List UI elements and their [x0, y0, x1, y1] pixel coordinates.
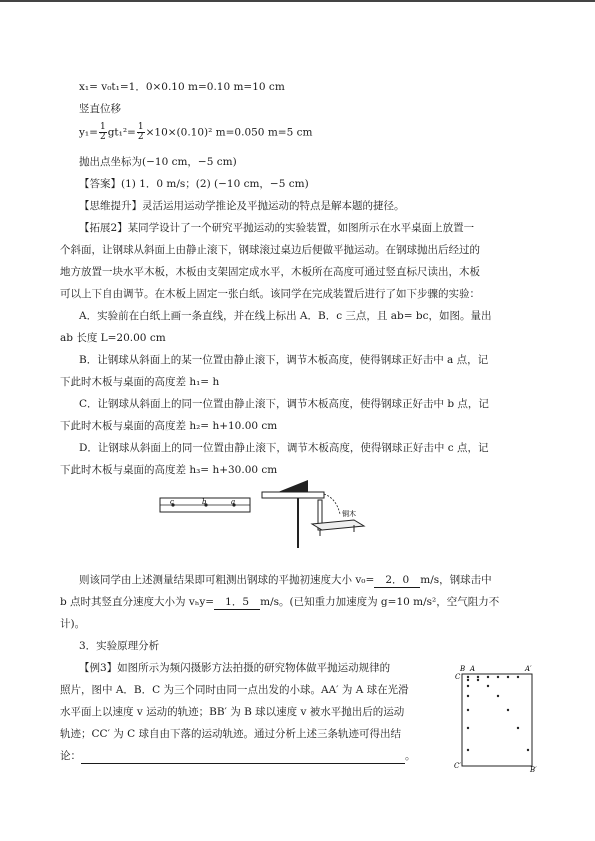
example3-line1: 【例3】如图所示为频闪摄影方法拍摄的研究物体做平抛运动规律的	[79, 662, 391, 674]
photo-frame	[462, 674, 532, 766]
extension2-line2: 个斜面，让钢球从斜面上由静止滚下，钢球滚过桌边后便做平抛运动。在钢球抛出后经过的	[60, 244, 480, 256]
ball-C-track	[467, 679, 469, 751]
extension2-line4: 可以上下自由调节。在木板上固定一张白纸。该同学在完成装置后进行了如下步骤的实验：	[60, 288, 480, 300]
throw-point-coordinates: 抛出点坐标为(−10 cm，−5 cm)	[79, 156, 237, 168]
ruler-label-b: b	[202, 498, 207, 506]
ball-A-track	[467, 676, 519, 678]
example3-line2: 照片，图中 A．B．C 为三个同时由同一点出发的小球。AA′ 为 A 球在光滑	[60, 684, 409, 696]
answer-line: 【答案】(1) 1．0 m/s；(2) (−10 cm，−5 cm)	[79, 178, 309, 190]
incline	[278, 480, 308, 492]
ruler-label-a: a	[231, 498, 236, 506]
fraction-half-2: $\frac{1}{2}$	[137, 122, 144, 142]
question-line3: 计)。	[60, 618, 86, 630]
board-label: 铜木	[342, 510, 356, 518]
question-line1: 则该同学由上述测量结果即可粗测出钢球的平抛初速度大小 v₀= 2．0 m/s，钢球击中	[79, 574, 492, 586]
step-c-line2: 下此时木板与桌面的高度差 h₂= h+10.00 cm	[60, 420, 278, 432]
example3-line4: 轨迹；CC′ 为 C 球自由下落的运动轨迹。通过分析上述三条轨迹可得出结	[60, 728, 401, 740]
label-C: C	[455, 673, 461, 681]
fraction-half-1: $\frac{1}{2}$	[99, 122, 106, 142]
thinking-line: 【思维提升】灵活运用运动学推论及平抛运动的特点是解本题的捷径。	[79, 200, 405, 212]
table-top	[262, 492, 324, 498]
example3-line5: 论： 。	[60, 750, 416, 762]
question-line2: b 点时其竖直分速度大小为 vₕy= 1．5 m/s。(已知重力加速度为 g=10 m/s²，空气阻力不	[60, 596, 500, 608]
step-a-line2: ab 长度 L=20.00 cm	[60, 332, 166, 344]
extension2-line1: 【拓展2】某同学设计了一个研究平抛运动的实验装置，如图所示在水平桌面上放置一	[79, 222, 475, 234]
ball-B-track	[477, 679, 529, 751]
label-B: B	[460, 665, 466, 673]
eq-x1: x₁= v₀t₁=1．0×0.10 m=0.10 m=10 cm	[79, 81, 285, 93]
eq-y1: y₁= $\frac{1}{2}$ gt₁²= $\frac{1}{2}$ ×10×(0.10)² m=0.050 m=5 cm	[79, 122, 313, 142]
step-a-line1: A．实验前在白纸上画一条直线，并在线上标出 A．B．c 三点，且 ab= bc，如图。量出	[79, 310, 492, 322]
top-rule	[0, 0, 595, 2]
answer-vby: 1．5	[214, 595, 260, 610]
step-c-line1: C．让钢球从斜面上的同一位置由静止滚下，调节木板高度，使得钢球正好击中 b 点，记	[79, 398, 489, 410]
answer-v0: 2．0	[374, 573, 420, 588]
trajectory	[324, 494, 340, 514]
label-B-prime: B′	[530, 766, 537, 774]
step-d-line2: 下此时木板与桌面的高度差 h₃= h+30.00 cm	[60, 464, 278, 476]
step-d-line1: D．让钢球从斜面上的同一位置由静止滚下，调节木板高度，使得钢球正好击中 c 点，记	[79, 442, 489, 454]
label-A: A	[470, 665, 476, 673]
section-3-title: 3．实验原理分析	[79, 640, 160, 652]
extension2-line3: 地方放置一块水平木板，木板由支架固定成水平，木板所在高度可通过竖直标尺读出，木板	[60, 266, 480, 278]
strobe-photo-figure	[454, 662, 544, 774]
step-b-line2: 下此时木板与桌面的高度差 h₁= h	[60, 376, 220, 388]
example3-line3: 水平面上以速度 v 运动的轨迹；BB′ 为 B 球以速度 v 被水平抛出后的运动	[60, 706, 405, 718]
step-b-line1: B．让钢球从斜面上的某一位置由静止滚下，调节木板高度，使得钢球正好击中 a 点，记	[79, 354, 489, 366]
label-A-prime: A′	[525, 665, 532, 673]
answer-conclusion-blank	[81, 749, 405, 764]
apparatus-figure	[158, 480, 370, 550]
vertical-displacement-label: 竖直位移	[79, 103, 121, 115]
ruler-label-c: c	[170, 498, 174, 506]
label-C-prime: C′	[454, 762, 461, 770]
